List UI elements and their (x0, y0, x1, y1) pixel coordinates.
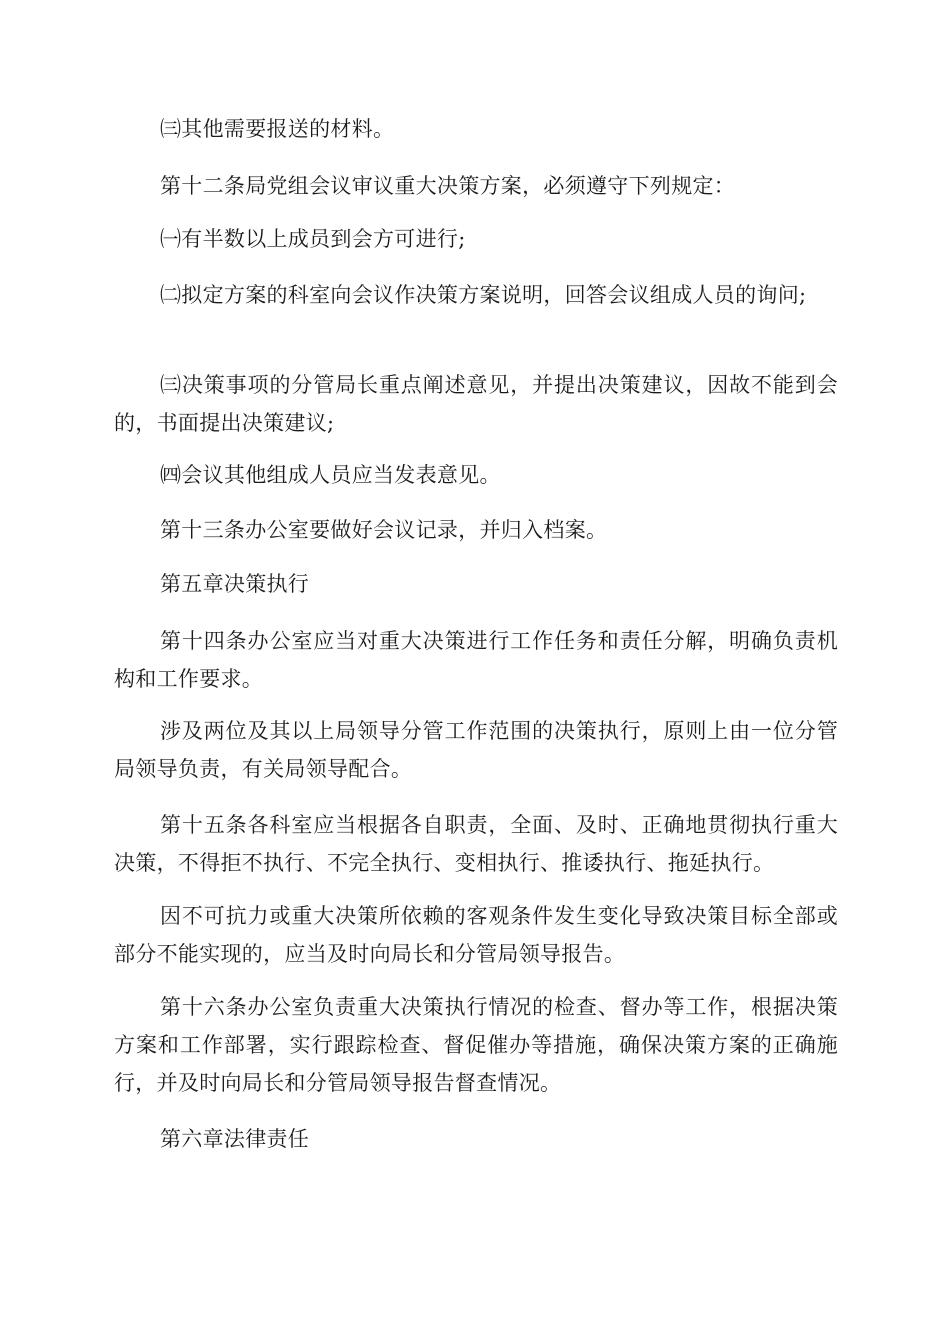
paragraph: ㈢其他需要报送的材料。 (160, 117, 395, 141)
paragraph: 涉及两位及其以上局领导分管工作范围的决策执行，原则上由一位分管局领导负责，有关局领导配合。 (114, 719, 838, 781)
list-item-paragraph: ㈢决策事项的分管局长重点阐述意见，并提出决策建议，因故不能到会的，书面提出决策建议; (114, 373, 838, 435)
list-item-paragraph: ㈠有半数以上成员到会方可进行; (160, 227, 466, 251)
list-item-paragraph: ㈡拟定方案的科室向会议作决策方案说明，回答会议组成人员的询问; (160, 283, 807, 307)
chapter-heading: 第五章决策执行 (160, 572, 310, 596)
list-item-paragraph: ㈣会议其他组成人员应当发表意见。 (160, 463, 501, 487)
article-paragraph: 第十二条局党组会议审议重大决策方案，必须遵守下列规定： (160, 174, 736, 198)
article-paragraph: 第十五条各科室应当根据各自职责，全面、及时、正确地贯彻执行重大决策，不得拒不执行、不完全执行、变相执行、推诿执行、拖延执行。 (114, 813, 838, 875)
article-paragraph: 第十六条办公室负责重大决策执行情况的检查、督办等工作，根据决策方案和工作部署，实行跟踪检查、督促催办等措施，确保决策方案的正确施行，并及时向局长和分管局领导报告督查情况。 (114, 995, 838, 1095)
article-paragraph: 第十三条办公室要做好会议记录，并归入档案。 (160, 518, 608, 542)
chapter-heading: 第六章法律责任 (160, 1127, 310, 1151)
article-paragraph: 第十四条办公室应当对重大决策进行工作任务和责任分解，明确负责机构和工作要求。 (114, 629, 838, 691)
paragraph: 因不可抗力或重大决策所依赖的客观条件发生变化导致决策目标全部或部分不能实现的，应当及时向局长和分管局领导报告。 (114, 904, 838, 966)
